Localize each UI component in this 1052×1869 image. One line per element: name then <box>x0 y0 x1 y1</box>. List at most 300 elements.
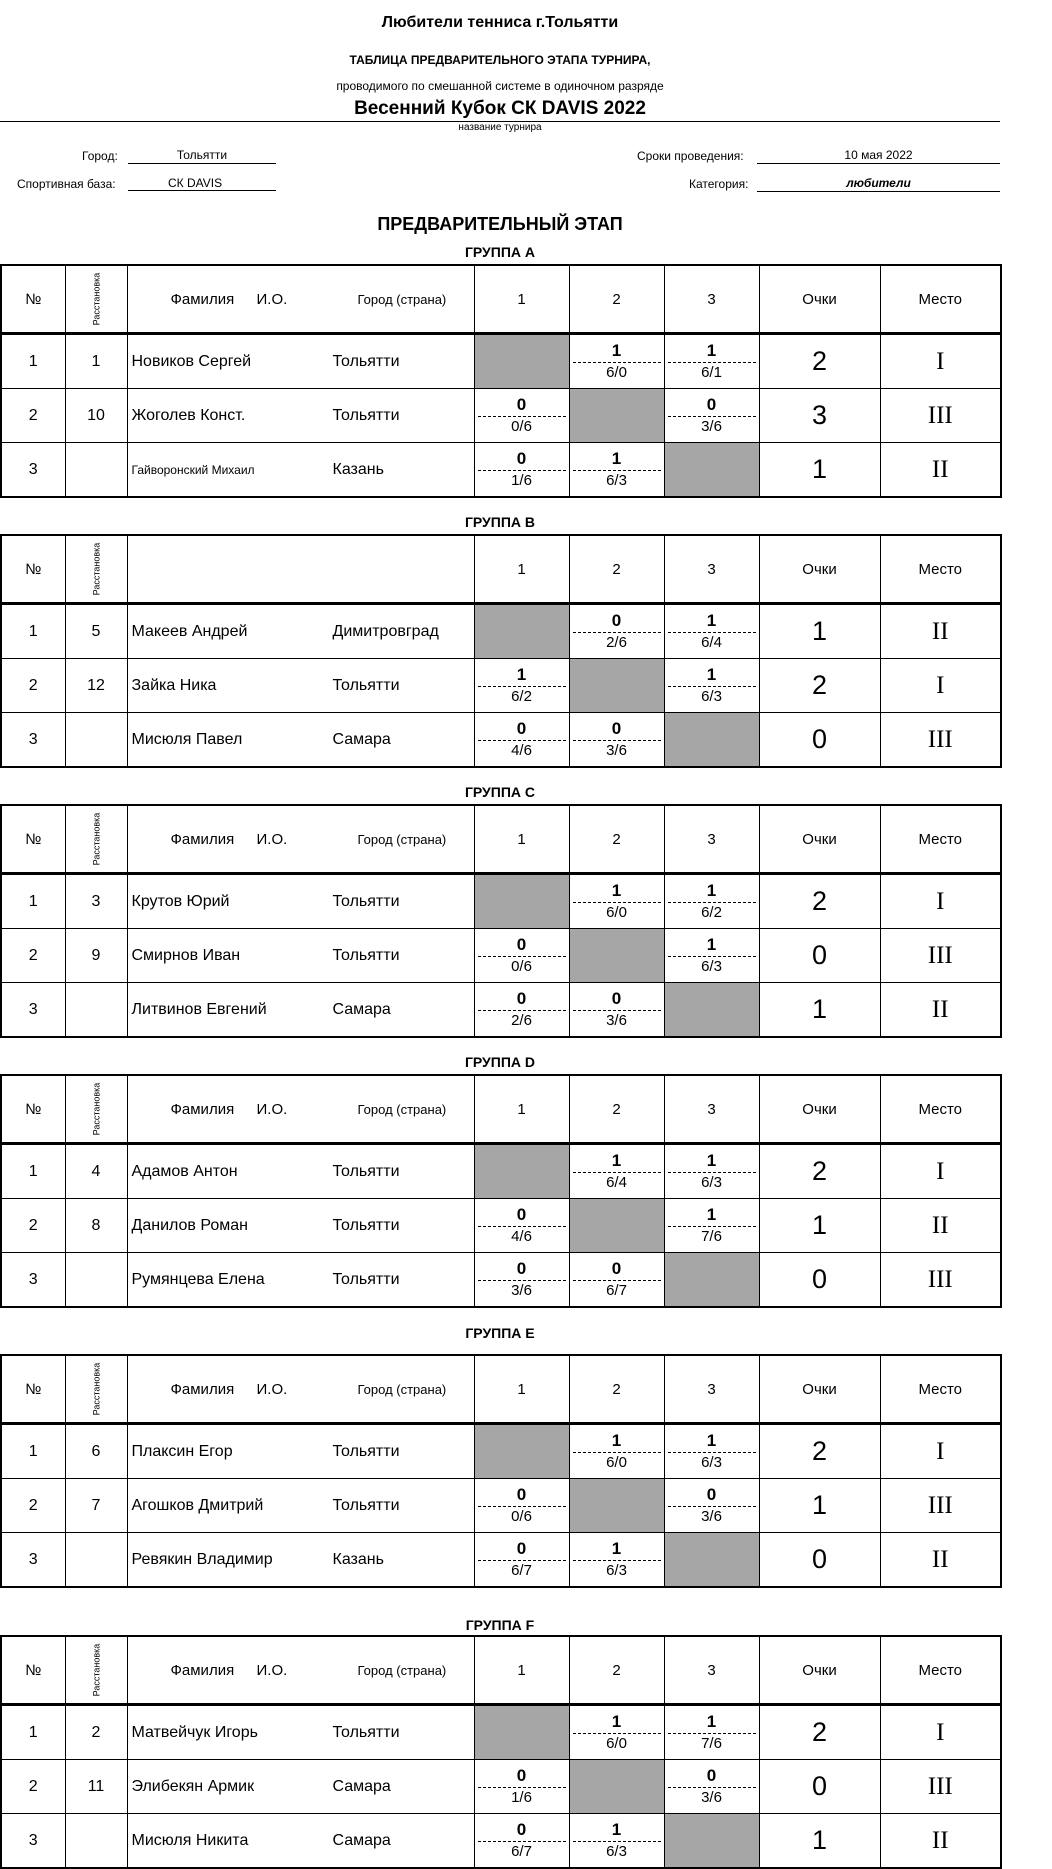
table-row <box>1 1199 1001 1253</box>
player-seed: 3 <box>65 874 127 929</box>
score-divider <box>573 1172 661 1173</box>
table-row <box>1 874 1001 929</box>
player-number: 3 <box>1 1253 65 1308</box>
player-name: Элибекян Армик <box>131 1777 255 1795</box>
match-result-cell <box>664 1199 759 1253</box>
player-name-cell <box>127 1760 474 1814</box>
table-row <box>1 713 1001 768</box>
match-score <box>665 875 759 928</box>
player-name: Мисюля Павел <box>131 730 243 748</box>
match-result-cell <box>569 1144 664 1199</box>
header-points: Очки <box>759 1636 880 1705</box>
score-divider <box>478 740 566 741</box>
match-sets: 6/0 <box>606 364 627 381</box>
player-points: 1 <box>759 983 880 1038</box>
match-result-cell <box>664 874 759 929</box>
match-result-cell <box>474 1814 569 1869</box>
player-name-cell <box>127 1253 474 1308</box>
group-table <box>0 1635 1002 1869</box>
player-points: 0 <box>759 713 880 768</box>
group-title: ГРУППА D <box>464 1054 536 1070</box>
match-result-cell <box>474 1199 569 1253</box>
player-points: 1 <box>759 1479 880 1533</box>
score-divider <box>668 686 756 687</box>
group-title: ГРУППА А <box>464 244 536 260</box>
player-city: Самара <box>332 730 391 748</box>
player-name-cell <box>127 334 474 389</box>
match-score <box>475 1479 569 1532</box>
match-win: 1 <box>611 449 622 468</box>
match-score <box>665 1760 759 1813</box>
player-city: Тольятти <box>332 352 400 370</box>
match-sets: 1/6 <box>511 1789 532 1806</box>
match-score <box>570 1533 664 1586</box>
header-match-2: 2 <box>569 1636 664 1705</box>
match-sets: 3/6 <box>701 418 722 435</box>
player-place: II <box>880 443 1001 498</box>
match-win: 1 <box>706 611 717 630</box>
player-number: 2 <box>1 1479 65 1533</box>
match-result-cell <box>569 1424 664 1479</box>
match-win: 0 <box>706 1485 717 1504</box>
stage-title: ПРЕДВАРИТЕЛЬНЫЙ ЭТАП <box>377 214 623 234</box>
org-title: Любители тенниса г.Тольятти <box>381 14 619 31</box>
header-seed-label: Расстановка <box>91 1082 101 1136</box>
match-result-cell <box>474 983 569 1038</box>
player-number: 1 <box>1 334 65 389</box>
match-result-cell <box>664 1760 759 1814</box>
match-score <box>665 659 759 712</box>
match-score <box>570 1814 664 1867</box>
match-sets: 6/3 <box>701 688 722 705</box>
match-win: 0 <box>516 1205 527 1224</box>
match-result-cell <box>474 713 569 768</box>
self-match-cell <box>664 983 759 1038</box>
match-score <box>665 929 759 982</box>
header-num: № <box>1 805 65 874</box>
match-sets: 6/4 <box>701 634 722 651</box>
match-win: 0 <box>516 1485 527 1504</box>
score-divider <box>478 1226 566 1227</box>
header-place: Место <box>880 535 1001 604</box>
player-place: I <box>880 874 1001 929</box>
match-sets: 0/6 <box>511 958 532 975</box>
table-header-row <box>1 805 1001 874</box>
player-city: Димитровград <box>332 622 439 640</box>
player-points: 0 <box>759 1253 880 1308</box>
player-number: 3 <box>1 1533 65 1588</box>
player-place: III <box>880 1760 1001 1814</box>
player-name-cell <box>127 1705 474 1760</box>
player-seed <box>65 1533 127 1588</box>
header-name <box>127 805 474 874</box>
player-number: 1 <box>1 604 65 659</box>
match-score <box>570 335 664 388</box>
match-result-cell <box>664 929 759 983</box>
score-divider <box>573 1841 661 1842</box>
match-win: 0 <box>516 935 527 954</box>
header-points: Очки <box>759 1075 880 1144</box>
self-match-cell <box>664 713 759 768</box>
player-number: 3 <box>1 443 65 498</box>
score-divider <box>668 956 756 957</box>
match-sets: 0/6 <box>511 418 532 435</box>
match-result-cell <box>474 1253 569 1308</box>
match-win: 0 <box>516 989 527 1008</box>
match-sets: 6/4 <box>606 1174 627 1191</box>
match-score <box>475 1760 569 1813</box>
player-name-cell <box>127 874 474 929</box>
match-result-cell <box>569 1705 664 1760</box>
group-table <box>0 534 1002 768</box>
header-match-2: 2 <box>569 1075 664 1144</box>
player-seed: 1 <box>65 334 127 389</box>
score-divider <box>573 740 661 741</box>
tournament-name: Весенний Кубок СК DAVIS 2022 <box>354 98 646 119</box>
match-win: 1 <box>611 1539 622 1558</box>
table-row <box>1 1479 1001 1533</box>
player-points: 1 <box>759 443 880 498</box>
match-win: 1 <box>706 935 717 954</box>
match-win: 0 <box>516 1539 527 1558</box>
player-seed <box>65 1814 127 1869</box>
score-divider <box>668 902 756 903</box>
header-name <box>127 265 474 334</box>
header-name <box>127 535 474 604</box>
header-points: Очки <box>759 535 880 604</box>
match-result-cell <box>474 929 569 983</box>
player-city: Тольятти <box>332 676 400 694</box>
match-result-cell <box>474 1479 569 1533</box>
player-points: 2 <box>759 1424 880 1479</box>
player-city: Тольятти <box>332 406 400 424</box>
player-seed: 5 <box>65 604 127 659</box>
match-result-cell <box>569 443 664 498</box>
match-result-cell <box>474 389 569 443</box>
player-seed: 11 <box>65 1760 127 1814</box>
match-result-cell <box>664 389 759 443</box>
header-seed-label: Расстановка <box>91 1643 101 1697</box>
player-name: Агошков Дмитрий <box>131 1496 264 1514</box>
self-match-cell <box>664 1253 759 1308</box>
player-name-cell <box>127 389 474 443</box>
match-score <box>570 1253 664 1306</box>
player-place: III <box>880 1253 1001 1308</box>
player-city: Казань <box>332 460 384 478</box>
player-name-cell <box>127 1199 474 1253</box>
table-header-row <box>1 1636 1001 1705</box>
self-match-cell <box>474 334 569 389</box>
match-score <box>570 713 664 766</box>
score-divider <box>478 1560 566 1561</box>
match-sets: 6/3 <box>606 1843 627 1860</box>
player-number: 2 <box>1 1760 65 1814</box>
header-seed <box>65 1636 127 1705</box>
player-seed: 2 <box>65 1705 127 1760</box>
match-result-cell <box>569 713 664 768</box>
header-surname: Фамилия <box>170 1380 235 1398</box>
match-score <box>665 1425 759 1478</box>
match-score <box>665 1145 759 1198</box>
header-city: Город (страна) <box>357 1381 447 1397</box>
header-num: № <box>1 265 65 334</box>
player-name: Плаксин Егор <box>131 1442 233 1460</box>
base-label: Спортивная база: <box>17 177 116 191</box>
header-place: Место <box>880 1636 1001 1705</box>
self-match-cell <box>664 1814 759 1869</box>
header-seed <box>65 805 127 874</box>
player-points: 3 <box>759 389 880 443</box>
header-num: № <box>1 535 65 604</box>
player-seed: 9 <box>65 929 127 983</box>
player-points: 2 <box>759 334 880 389</box>
player-place: II <box>880 1533 1001 1588</box>
score-divider <box>668 1452 756 1453</box>
header-num: № <box>1 1636 65 1705</box>
header-match-3: 3 <box>664 1075 759 1144</box>
player-name: Румянцева Елена <box>131 1270 265 1288</box>
header-match-2: 2 <box>569 535 664 604</box>
player-name-cell <box>127 443 474 498</box>
match-result-cell <box>664 604 759 659</box>
player-name: Адамов Антон <box>131 1162 238 1180</box>
self-match-cell <box>664 1533 759 1588</box>
self-match-cell <box>474 874 569 929</box>
self-match-cell <box>569 1479 664 1533</box>
match-win: 1 <box>706 1431 717 1450</box>
player-city: Самара <box>332 1000 391 1018</box>
header-surname: Фамилия <box>170 830 235 848</box>
match-win: 0 <box>611 611 622 630</box>
self-match-cell <box>474 1144 569 1199</box>
table-row <box>1 983 1001 1038</box>
match-score <box>570 983 664 1036</box>
player-name: Мисюля Никита <box>131 1831 249 1849</box>
score-divider <box>668 1172 756 1173</box>
header-match-3: 3 <box>664 805 759 874</box>
score-divider <box>668 1506 756 1507</box>
match-result-cell <box>569 983 664 1038</box>
score-divider <box>668 362 756 363</box>
header-city: Город (страна) <box>357 1101 447 1117</box>
match-score <box>665 1706 759 1759</box>
match-score <box>665 389 759 442</box>
player-seed: 6 <box>65 1424 127 1479</box>
player-city: Тольятти <box>332 892 400 910</box>
match-score <box>665 1479 759 1532</box>
header-seed-label: Расстановка <box>91 272 101 326</box>
table-row <box>1 1760 1001 1814</box>
match-result-cell <box>474 443 569 498</box>
score-divider <box>478 1506 566 1507</box>
match-win: 0 <box>516 395 527 414</box>
match-win: 1 <box>611 1712 622 1731</box>
match-win: 0 <box>611 719 622 738</box>
player-name-cell <box>127 1814 474 1869</box>
header-initials: И.О. <box>256 290 288 308</box>
score-divider <box>573 632 661 633</box>
player-place: II <box>880 1199 1001 1253</box>
header-name <box>127 1075 474 1144</box>
header-surname: Фамилия <box>170 290 235 308</box>
player-seed: 4 <box>65 1144 127 1199</box>
player-place: II <box>880 604 1001 659</box>
header-place: Место <box>880 265 1001 334</box>
city-label: Город: <box>82 149 118 163</box>
match-win: 1 <box>706 1205 717 1224</box>
player-points: 0 <box>759 1760 880 1814</box>
player-place: III <box>880 713 1001 768</box>
player-place: I <box>880 1144 1001 1199</box>
match-win: 1 <box>706 1712 717 1731</box>
header-points: Очки <box>759 265 880 334</box>
player-seed: 12 <box>65 659 127 713</box>
header-seed <box>65 265 127 334</box>
player-place: I <box>880 659 1001 713</box>
match-sets: 6/3 <box>701 1174 722 1191</box>
group-table <box>0 804 1002 1038</box>
match-score <box>475 983 569 1036</box>
header-city: Город (страна) <box>357 1662 447 1678</box>
table-row <box>1 929 1001 983</box>
group-title: ГРУППА Е <box>465 1325 535 1341</box>
header-match-1: 1 <box>474 1636 569 1705</box>
table-header-row <box>1 265 1001 334</box>
match-result-cell <box>569 604 664 659</box>
document-title: ТАБЛИЦА ПРЕДВАРИТЕЛЬНОГО ЭТАПА ТУРНИРА, <box>349 53 651 67</box>
match-score <box>475 713 569 766</box>
match-result-cell <box>569 1533 664 1588</box>
player-place: III <box>880 389 1001 443</box>
player-name-cell <box>127 659 474 713</box>
header-match-1: 1 <box>474 1075 569 1144</box>
table-row <box>1 1253 1001 1308</box>
match-sets: 2/6 <box>606 634 627 651</box>
score-divider <box>668 632 756 633</box>
match-sets: 3/6 <box>606 1012 627 1029</box>
score-divider <box>478 956 566 957</box>
player-name-cell <box>127 713 474 768</box>
header-match-1: 1 <box>474 805 569 874</box>
score-divider <box>573 1452 661 1453</box>
header-match-3: 3 <box>664 265 759 334</box>
match-sets: 3/6 <box>701 1508 722 1525</box>
player-points: 2 <box>759 659 880 713</box>
table-row <box>1 1814 1001 1869</box>
player-name: Матвейчук Игорь <box>131 1723 258 1741</box>
header-match-3: 3 <box>664 1355 759 1424</box>
player-name: Гайворонский Михаил <box>131 462 255 477</box>
table-row <box>1 1144 1001 1199</box>
score-divider <box>573 470 661 471</box>
group-table <box>0 1074 1002 1308</box>
header-initials: И.О. <box>256 830 288 848</box>
player-city: Самара <box>332 1777 391 1795</box>
player-number: 2 <box>1 659 65 713</box>
city-value: Тольятти <box>128 148 276 164</box>
match-result-cell <box>664 334 759 389</box>
match-win: 0 <box>516 1820 527 1839</box>
player-city: Тольятти <box>332 1270 400 1288</box>
group-title: ГРУППА F <box>465 1617 535 1633</box>
header-match-2: 2 <box>569 265 664 334</box>
player-name: Смирнов Иван <box>131 946 241 964</box>
match-sets: 6/3 <box>606 1562 627 1579</box>
match-win: 0 <box>516 1259 527 1278</box>
match-win: 1 <box>611 341 622 360</box>
header-name <box>127 1355 474 1424</box>
match-sets: 6/2 <box>701 904 722 921</box>
self-match-cell <box>474 604 569 659</box>
match-win: 1 <box>611 1431 622 1450</box>
score-divider <box>478 1787 566 1788</box>
header-num: № <box>1 1075 65 1144</box>
self-match-cell <box>664 443 759 498</box>
match-sets: 6/0 <box>606 904 627 921</box>
self-match-cell <box>569 659 664 713</box>
group-title: ГРУППА В <box>464 514 536 530</box>
match-score <box>475 443 569 496</box>
score-divider <box>478 1841 566 1842</box>
player-name: Жоголев Конст. <box>131 406 246 424</box>
player-seed <box>65 1253 127 1308</box>
match-sets: 6/0 <box>606 1735 627 1752</box>
match-result-cell <box>664 1424 759 1479</box>
table-header-row <box>1 1355 1001 1424</box>
self-match-cell <box>474 1705 569 1760</box>
player-points: 1 <box>759 1814 880 1869</box>
header-match-2: 2 <box>569 805 664 874</box>
header-surname: Фамилия <box>170 1100 235 1118</box>
match-win: 1 <box>611 1151 622 1170</box>
header-seed <box>65 1075 127 1144</box>
match-score <box>475 659 569 712</box>
match-sets: 6/7 <box>511 1562 532 1579</box>
table-row <box>1 443 1001 498</box>
player-points: 0 <box>759 1533 880 1588</box>
group-table <box>0 1354 1002 1588</box>
score-divider <box>668 416 756 417</box>
player-points: 0 <box>759 929 880 983</box>
match-sets: 3/6 <box>701 1789 722 1806</box>
match-win: 0 <box>516 449 527 468</box>
table-header-row <box>1 535 1001 604</box>
match-sets: 6/3 <box>606 472 627 489</box>
score-divider <box>478 1280 566 1281</box>
header-city: Город (страна) <box>357 291 447 307</box>
match-result-cell <box>664 1144 759 1199</box>
player-city: Тольятти <box>332 946 400 964</box>
header-seed-label: Расстановка <box>91 542 101 596</box>
match-sets: 7/6 <box>701 1735 722 1752</box>
score-divider <box>573 1733 661 1734</box>
player-city: Тольятти <box>332 1216 400 1234</box>
player-points: 1 <box>759 604 880 659</box>
match-win: 1 <box>611 1820 622 1839</box>
player-number: 2 <box>1 1199 65 1253</box>
match-score <box>570 1145 664 1198</box>
table-row <box>1 1533 1001 1588</box>
player-number: 1 <box>1 1424 65 1479</box>
match-result-cell <box>664 1479 759 1533</box>
match-sets: 6/3 <box>701 1454 722 1471</box>
player-city: Тольятти <box>332 1162 400 1180</box>
score-divider <box>573 1280 661 1281</box>
table-row <box>1 389 1001 443</box>
table-row <box>1 659 1001 713</box>
table-row <box>1 1705 1001 1760</box>
table-row <box>1 1424 1001 1479</box>
